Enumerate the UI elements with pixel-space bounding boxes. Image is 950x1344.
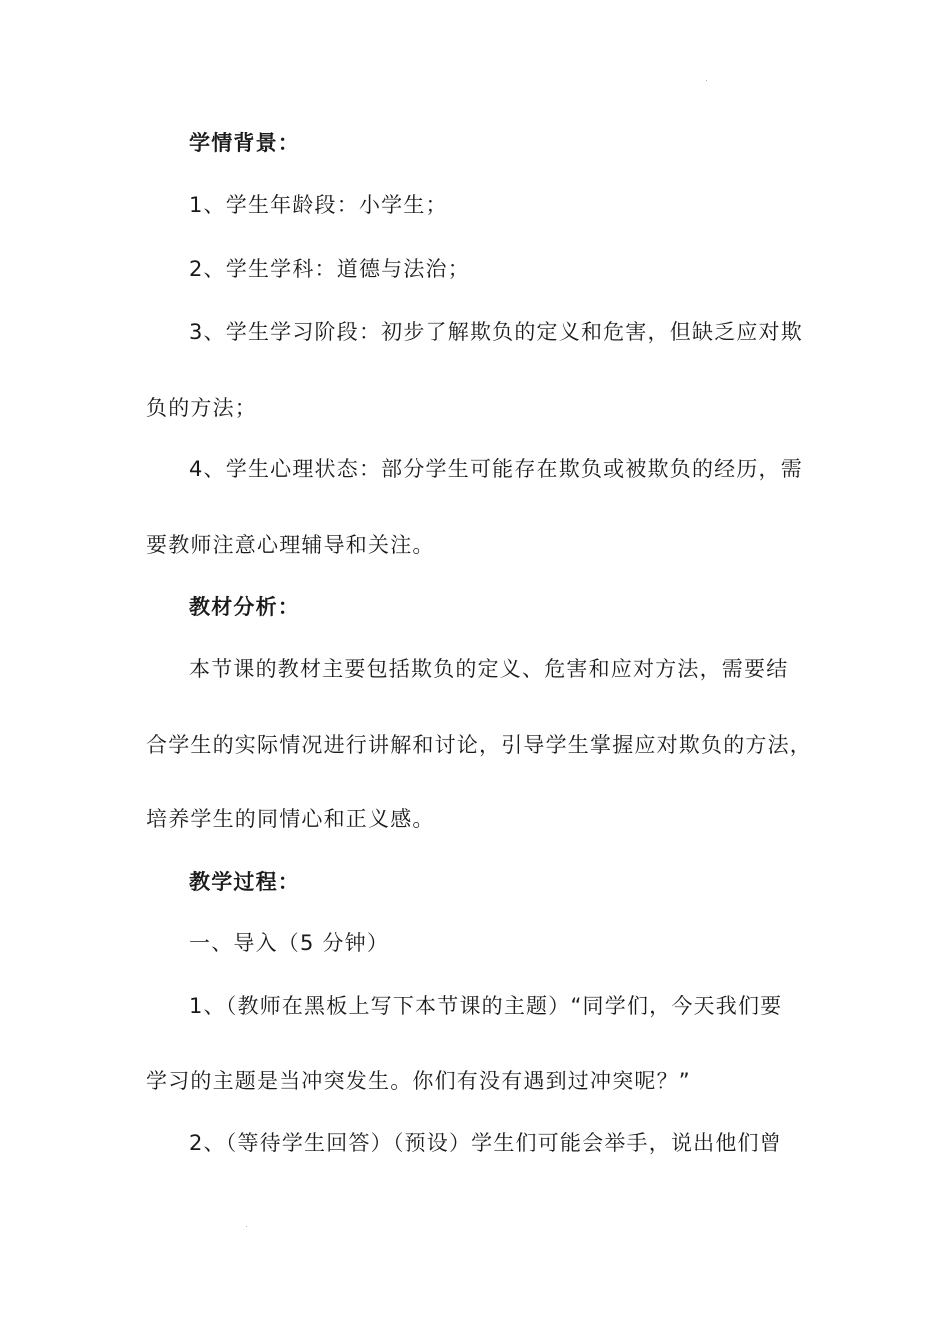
paragraph-line: 2、学生学科：道德与法治； [189,257,470,281]
paragraph-line: 本节课的教材主要包括欺负的定义、危害和应对方法，需要结 [189,657,789,681]
paragraph-line: 1、学生年龄段：小学生； [189,193,448,217]
paragraph-line: 要教师注意心理辅导和关注。 [146,533,435,557]
paragraph-line: 一、导入（5 分钟） [189,931,390,955]
paragraph-line: 合学生的实际情况进行讲解和讨论，引导学生掌握应对欺负的方法， [146,733,812,757]
paragraph-line: 4、学生心理状态：部分学生可能存在欺负或被欺负的经历，需 [189,457,803,481]
scan-speck [246,1226,247,1227]
section-heading-textbook-analysis: 教材分析： [189,595,300,619]
paragraph-line: 1、（教师在黑板上写下本节课的主题）“同学们，今天我们要 [189,994,783,1018]
paragraph-line: 2、（等待学生回答）（预设）学生们可能会举手，说出他们曾 [189,1131,782,1155]
scan-speck [706,80,707,81]
paragraph-line: 负的方法； [146,396,257,420]
paragraph-line: 培养学生的同情心和正义感。 [146,807,435,831]
section-heading-teaching-process: 教学过程： [189,870,300,894]
section-heading-learning-background: 学情背景： [189,131,300,155]
paragraph-line: 3、学生学习阶段：初步了解欺负的定义和危害，但缺乏应对欺 [189,320,803,344]
paragraph-line: 学习的主题是当冲突发生。你们有没有遇到过冲突呢？” [146,1069,691,1093]
